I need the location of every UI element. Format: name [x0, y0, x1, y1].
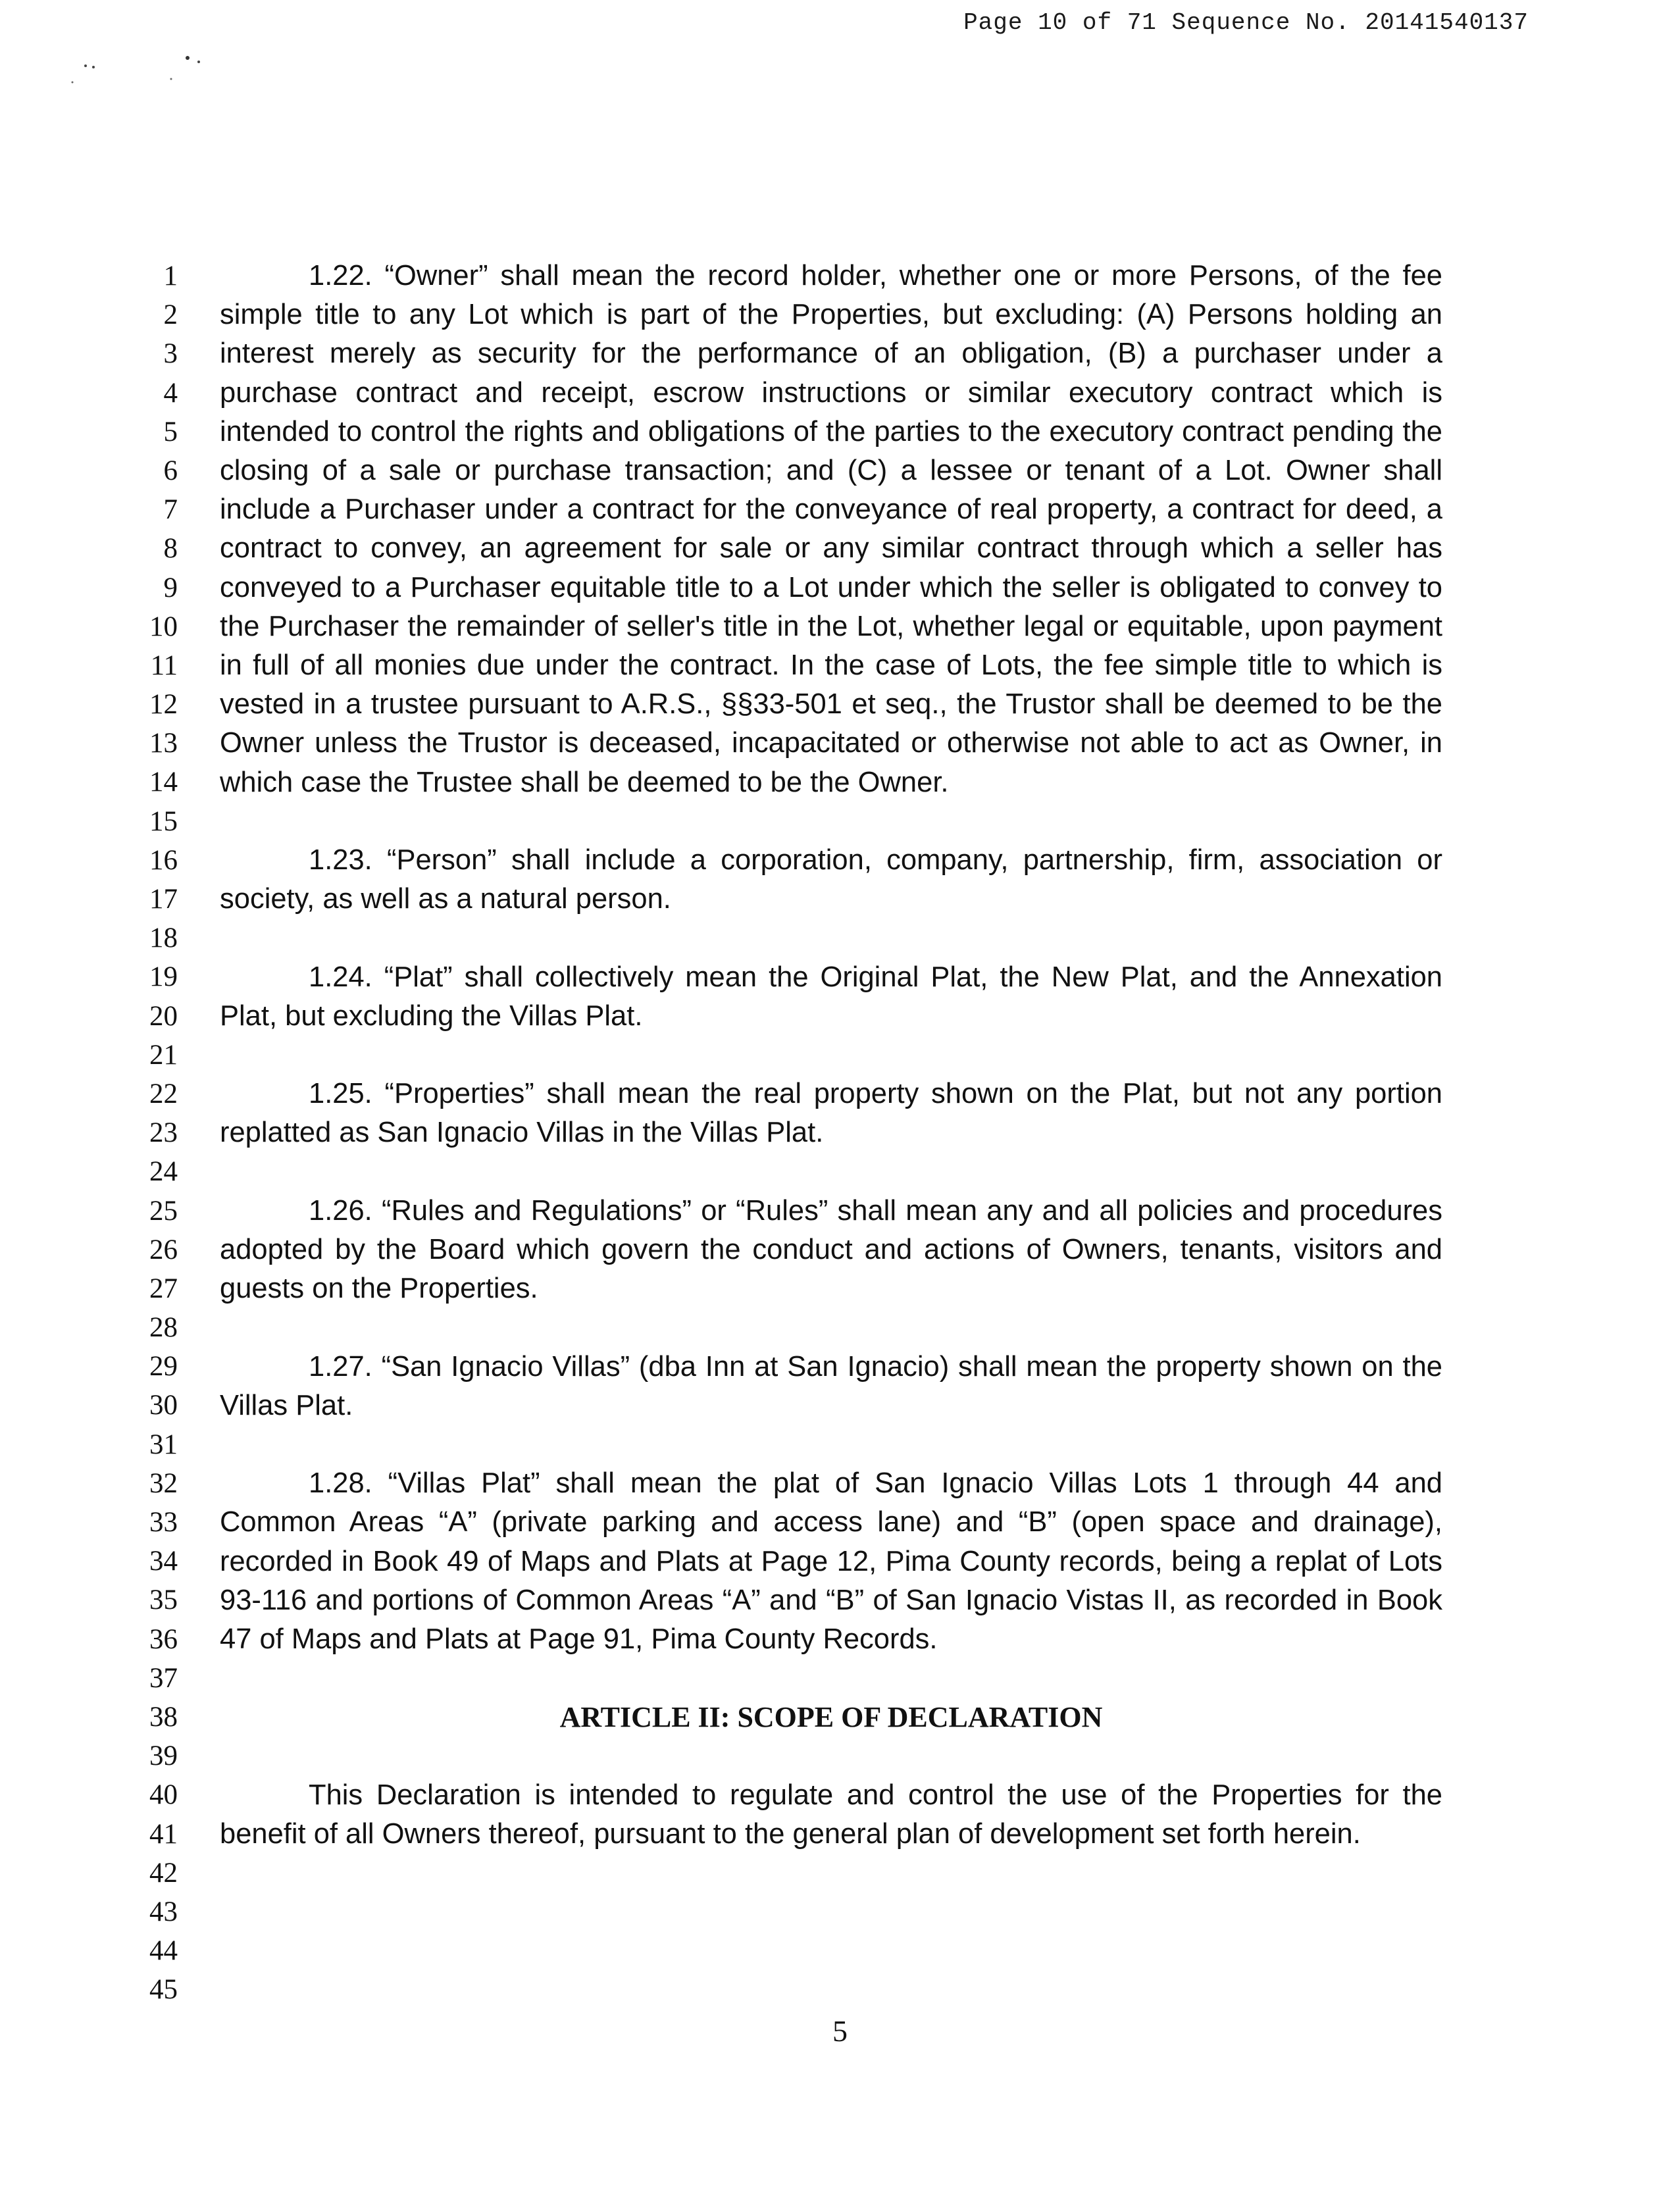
- line-number: 38: [149, 1701, 178, 1733]
- line-number: 2: [163, 299, 178, 331]
- line-number: 12: [149, 689, 178, 721]
- line-number: 14: [149, 767, 178, 798]
- line-number: 22: [149, 1078, 178, 1109]
- article-ii-heading: ARTICLE II: SCOPE OF DECLARATION: [559, 1701, 1103, 1734]
- line-number: 18: [149, 923, 178, 954]
- line-number: 41: [149, 1818, 178, 1850]
- line-number: 16: [149, 844, 178, 876]
- scan-specks: [46, 46, 217, 99]
- line-number: 43: [149, 1896, 178, 1927]
- line-number: 15: [149, 805, 178, 837]
- line-number: 24: [149, 1156, 178, 1188]
- line-number: 19: [149, 961, 178, 993]
- section-1-27: 1.27. “San Ignacio Villas” (dba Inn at San Ignacio) shall mean the property shown on the Villas Plat.: [220, 1350, 1442, 1421]
- section-1-23: 1.23. “Person” shall include a corporation, company, partnership, firm, association or society, as well as a natural person.: [220, 844, 1442, 915]
- line-number: 40: [149, 1779, 178, 1811]
- line-number: 31: [149, 1429, 178, 1460]
- line-number-column: [118, 257, 178, 2009]
- page-number: 5: [832, 2014, 848, 2048]
- line-number: 17: [149, 884, 178, 915]
- line-number: 28: [149, 1312, 178, 1344]
- line-number: 29: [149, 1351, 178, 1383]
- line-number: 1: [163, 261, 178, 292]
- line-number: 27: [149, 1273, 178, 1304]
- line-number: 9: [163, 572, 178, 603]
- line-number: 26: [149, 1234, 178, 1265]
- line-number: 10: [149, 611, 178, 642]
- line-number: 33: [149, 1507, 178, 1538]
- line-number: 6: [163, 455, 178, 486]
- line-number: 23: [149, 1117, 178, 1149]
- line-number: 32: [149, 1467, 178, 1499]
- section-1-26: 1.26. “Rules and Regulations” or “Rules” shall mean any and all policies and procedures adopted by the Board which govern the conduct and actions of Owners, tenants, visitors and guests on the Properties.: [220, 1194, 1442, 1305]
- line-number: 7: [163, 494, 178, 526]
- line-number: 44: [149, 1935, 178, 1967]
- line-number: 30: [149, 1390, 178, 1421]
- line-number: 25: [149, 1195, 178, 1227]
- line-number: 21: [149, 1039, 178, 1071]
- line-number: 42: [149, 1857, 178, 1889]
- section-1-24: 1.24. “Plat” shall collectively mean the Original Plat, the New Plat, and the Annexation Plat, but excluding the Villas Plat.: [220, 961, 1442, 1032]
- article-ii-paragraph: This Declaration is intended to regulate and control the use of the Properties for the benefit of all Owners thereof, pursuant to the general plan of development set forth herein.: [220, 1779, 1442, 1850]
- line-number: 36: [149, 1623, 178, 1655]
- line-number: 3: [163, 338, 178, 370]
- page-sequence-header: Page 10 of 71 Sequence No. 20141540137: [963, 9, 1529, 36]
- line-number: 34: [149, 1546, 178, 1577]
- line-number: 4: [163, 377, 178, 409]
- section-1-22: 1.22. “Owner” shall mean the record holder, whether one or more Persons, of the fee simple title to any Lot which is part of the Properties, but excluding: (A) Persons holding an interest merely as security for the performance of an obligation, (B) a purchaser under a purchase contract and receipt, escrow instructions or similar executory contract which is intended to control the rights and obligations of the parties to the executory contract pending the closing of a sale or purchase transaction; and (C) a lessee or tenant of a Lot. Owner shall include a Purchaser under a contract for the conveyance of real property, a contract for deed, a contract to convey, an agreement for sale or any similar contract through which a seller has conveyed to a Purchaser equitable title to a Lot under which the seller is obligated to convey to the Purchaser the remainder of seller's title in the Lot, whether legal or equitable, upon payment in full of all monies due under the contract. In the case of Lots, the fee simple title to which is vested in a trustee pursuant to A.R.S., §§33-501 et seq., the Trustor shall be deemed to be the Owner unless the Trustor is deceased, incapacitated or otherwise not able to act as Owner, in which case the Trustee shall be deemed to be the Owner.: [220, 260, 1442, 798]
- line-number: 39: [149, 1740, 178, 1772]
- document-body: [220, 257, 1442, 1854]
- section-1-25: 1.25. “Properties” shall mean the real property shown on the Plat, but not any portion replatted as San Ignacio Villas in the Villas Plat.: [220, 1078, 1442, 1149]
- line-number: 35: [149, 1585, 178, 1616]
- line-number: 5: [163, 416, 178, 447]
- line-number: 11: [150, 649, 178, 681]
- line-number: 13: [149, 728, 178, 759]
- line-number: 45: [149, 1974, 178, 2006]
- line-number: 20: [149, 1000, 178, 1032]
- section-1-28: 1.28. “Villas Plat” shall mean the plat of San Ignacio Villas Lots 1 through 44 and Common Areas “A” (private parking and access lane) and “B” (open space and drainage), recorded in Book 49 of Maps and Plats at Page 12, Pima County records, being a replat of Lots 93-116 and portions of Common Areas “A” and “B” of San Ignacio Vistas II, as recorded in Book 47 of Maps and Plats at Page 91, Pima County Records.: [220, 1467, 1442, 1656]
- line-number: 37: [149, 1662, 178, 1694]
- line-number: 8: [163, 533, 178, 565]
